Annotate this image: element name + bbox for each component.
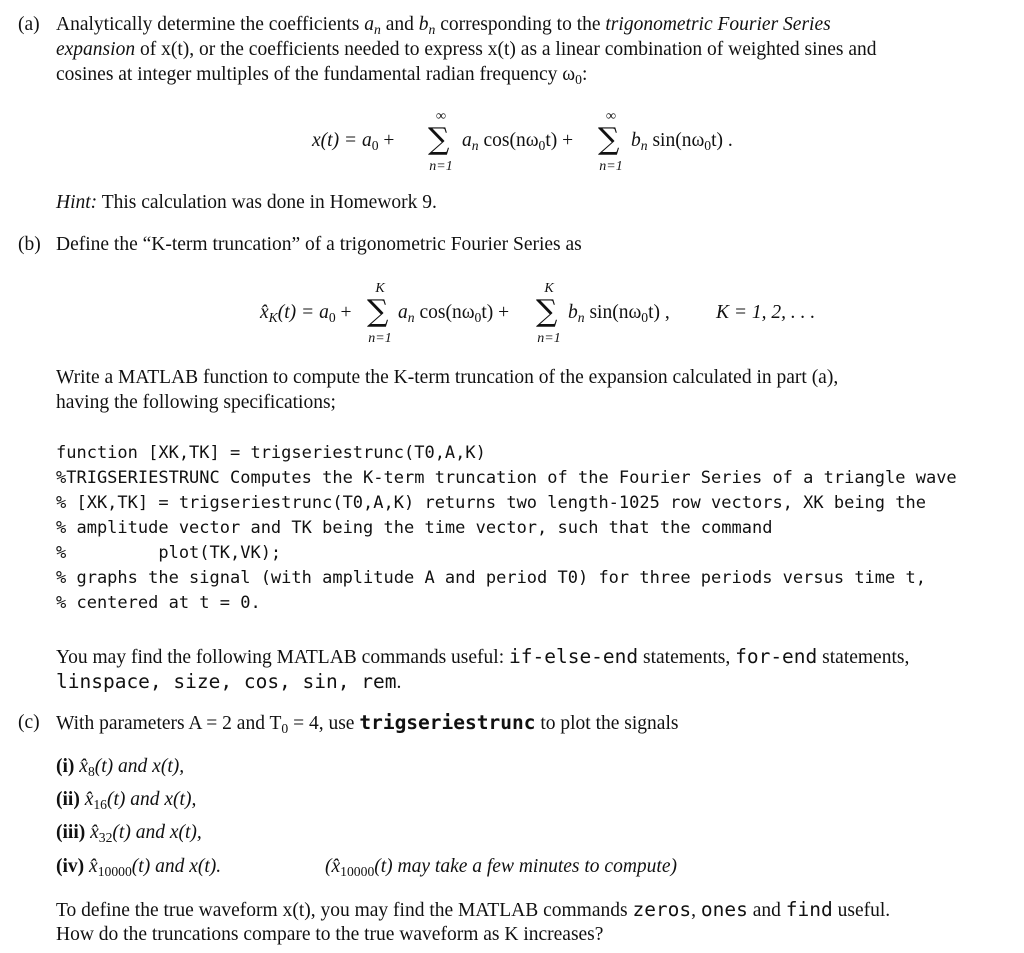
eq2-lhs: $x̂_K(t) = a_0$ + xyxy=(260,302,352,325)
eq2-sin-term: $b_n$ $\sin(n\omega_0t)$ , xyxy=(568,302,670,325)
part-b-write-line1: Write a MATLAB function to compute the K-term truncation of the expansion calculated in part (a), xyxy=(56,367,839,388)
eq2-sum2-lower: n=1 xyxy=(537,331,561,346)
eq2-sum2-upper: K xyxy=(544,281,554,296)
eq1-sum1-upper: ∞ xyxy=(436,109,446,124)
eq1-sum1-sigma: ∑ xyxy=(428,122,450,157)
hint: Hint: This calculation was done in Homework 9. xyxy=(56,192,437,213)
eq1-cos-term: $a_n$ $\cos(n\omega_0t)$ + xyxy=(462,130,574,153)
part-a-line2: expansion of x(t), or the coefficients needed to express x(t) as a linear combination of weighted sines and xyxy=(56,39,877,60)
part-c-item-ii: (ii) $x̂_{16}(t)$ and x(t), xyxy=(56,789,197,812)
eq1-sum1-lower: n=1 xyxy=(429,159,453,174)
code-line: % graphs the signal (with amplitude A and period T0) for three periods versus time t, xyxy=(56,568,926,588)
part-a-line1: Analytically determine the coefficients $a_n$ and $b_n$ corresponding to the trigonometric Fourier Series xyxy=(56,14,831,37)
useful-commands-line2: linspace, size, cos, sin, rem. xyxy=(56,670,402,693)
code-line: % plot(TK,VK); xyxy=(56,543,282,563)
part-c-item-i: (i) $x̂_8(t)$ and x(t), xyxy=(56,756,185,779)
useful-commands-line1: You may find the following MATLAB commands useful: if-else-end statements, for-end statements, xyxy=(56,645,910,668)
eq2-range: K = 1, 2, . . . xyxy=(716,302,816,323)
eq2-sum2-sigma: ∑ xyxy=(536,294,558,329)
eq1-sum2-upper: ∞ xyxy=(606,109,616,124)
code-line: % amplitude vector and TK being the time vector, such that the command xyxy=(56,518,773,538)
part-c-item-iv-note: ($x̂_{10000}(t)$ may take a few minutes to compute) xyxy=(325,856,677,879)
eq2-sum1-sigma: ∑ xyxy=(367,294,389,329)
part-c-line1: With parameters A = 2 and $T_0 = 4$, use trigseriestrunc to plot the signals xyxy=(56,711,679,736)
part-a-line3: cosines at integer multiples of the fundamental radian frequency $\omega_0$: xyxy=(56,64,588,87)
eq2-cos-term: $a_n$ $\cos(n\omega_0t)$ + xyxy=(398,302,510,325)
eq1-sin-term: $b_n$ $\sin(n\omega_0t)$ . xyxy=(631,130,733,153)
eq2-sum1-lower: n=1 xyxy=(368,331,392,346)
eq1-sum2-lower: n=1 xyxy=(599,159,623,174)
code-line: % [XK,TK] = trigseriestrunc(T0,A,K) returns two length-1025 row vectors, XK being the xyxy=(56,493,926,513)
part-c-item-iv: (iv) $x̂_{10000}(t)$ and x(t). xyxy=(56,856,222,879)
part-c-final-line2: How do the truncations compare to the true waveform as K increases? xyxy=(56,924,604,945)
code-line: %TRIGSERIESTRUNC Computes the K-term truncation of the Fourier Series of a triangle wave xyxy=(56,468,957,488)
eq1-sum2-sigma: ∑ xyxy=(598,122,620,157)
code-line: % centered at t = 0. xyxy=(56,593,261,613)
part-b-line1: Define the “K-term truncation” of a trigonometric Fourier Series as xyxy=(56,234,582,255)
part-c-final-line1: To define the true waveform x(t), you may find the MATLAB commands zeros, ones and find useful. xyxy=(56,898,891,921)
part-b-write-line2: having the following specifications; xyxy=(56,392,336,413)
eq1-lhs: $x(t) = a_0$ + xyxy=(312,130,395,153)
part-c-label: (c) xyxy=(18,712,40,733)
part-a-label: (a) xyxy=(18,14,40,35)
part-c-item-iii: (iii) $x̂_{32}(t)$ and x(t), xyxy=(56,822,202,845)
code-line: function [XK,TK] = trigseriestrunc(T0,A,K) xyxy=(56,443,486,463)
eq2-sum1-upper: K xyxy=(375,281,385,296)
part-b-label: (b) xyxy=(18,234,41,255)
